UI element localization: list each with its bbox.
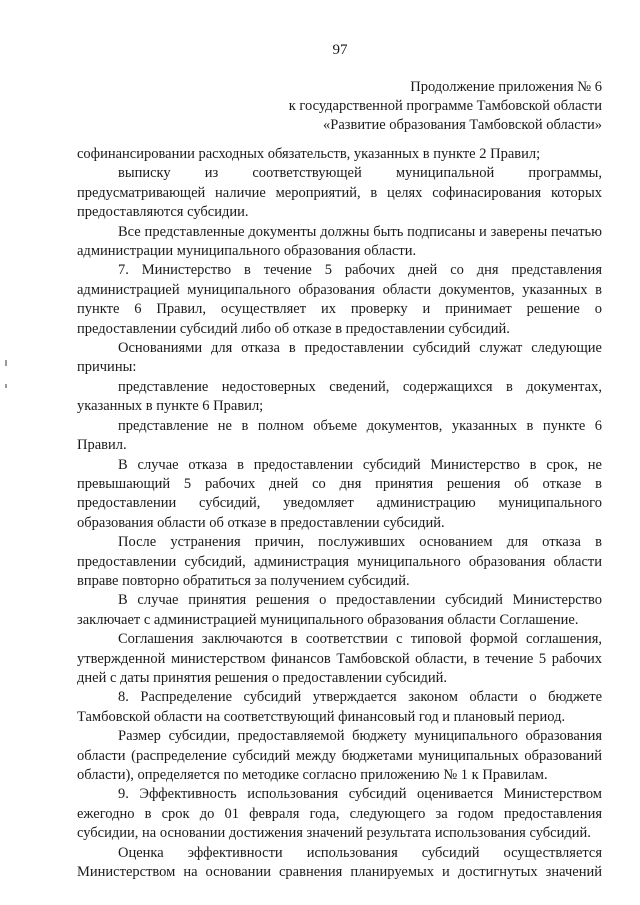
appendix-header	[250, 78, 602, 135]
paragraph: Основаниями для отказа в предоставлении субсидий служат следующие причины:	[77, 340, 602, 376]
paragraph: 7. Министерство в течение 5 рабочих дней со дня представления администрацией муниципального образования области документов, указанных в пункте 6 Правил, осуществляет их проверку и принимает решение о предоставлении субсидий либо об отказе в предоставлении субсидий.	[77, 262, 602, 337]
paragraph: представление недостоверных сведений, содержащихся в документах, указанных в пункте 6 Правил;	[77, 378, 602, 415]
paragraph: Все представленные документы должны быть подписаны и заверены печатью администрации муниципального образования области.	[77, 223, 602, 260]
page-number: 97	[332, 42, 348, 58]
document-body	[77, 145, 602, 882]
scan-margin-mark	[5, 360, 7, 366]
paragraph: софинансировании расходных обязательств, указанных в пункте 2 Правил;	[77, 146, 541, 162]
header-line-1: Продолжение приложения № 6	[410, 79, 602, 95]
header-line-3: «Развитие образования Тамбовской области»	[323, 117, 602, 133]
scan-margin-mark	[5, 384, 7, 388]
paragraph: 9. Эффективность использования субсидий оценивается Министерством ежегодно в срок до 01 февраля года, следующего за годом предоставления субсидии, на основании достижения значений результата использования субсидий.	[77, 786, 602, 842]
paragraph: В случае отказа в предоставлении субсидий Министерство в срок, не превышающий 5 рабочих дней со дня принятия решения об отказе в предоставлении субсидий, уведомляет администрацию муниципального образования области об отказе в предоставлении субсидий.	[77, 456, 602, 531]
paragraph: В случае принятия решения о предоставлении субсидий Министерство заключает с администрацией муниципального образования области Соглашение.	[77, 592, 602, 628]
paragraph: 8. Распределение субсидий утверждается законом области о бюджете Тамбовской области на соответствующий финансовый год и плановый период.	[77, 689, 602, 725]
paragraph: Размер субсидии, предоставляемой бюджету муниципального образования области (распределение субсидий между бюджетами муниципальных образований области), определяется по методике согласно приложению № 1 к Правилам.	[77, 728, 602, 783]
header-line-2: к государственной программе Тамбовской области	[288, 98, 602, 114]
paragraph: выписку из соответствующей муниципальной программы, предусматривающей наличие мероприятий, в целях софинасирования которых предоставляются субсидии.	[77, 165, 602, 221]
paragraph: После устранения причин, послуживших основанием для отказа в предоставлении субсидий, администрация муниципального образования области вправе повторно обратиться за получением субсидий.	[77, 534, 602, 589]
paragraph: Оценка эффективности использования субсидий осуществляется Министерством на основании сравнения планируемых и достигнутых значений	[77, 844, 602, 881]
paragraph: представление не в полном объеме документов, указанных в пункте 6 Правил.	[77, 417, 602, 454]
paragraph: Соглашения заключаются в соответствии с типовой формой соглашения, утвержденной министерством финансов Тамбовской области, в течение 5 рабочих дней с даты принятия решения о предоставлении субсидий.	[77, 631, 602, 686]
